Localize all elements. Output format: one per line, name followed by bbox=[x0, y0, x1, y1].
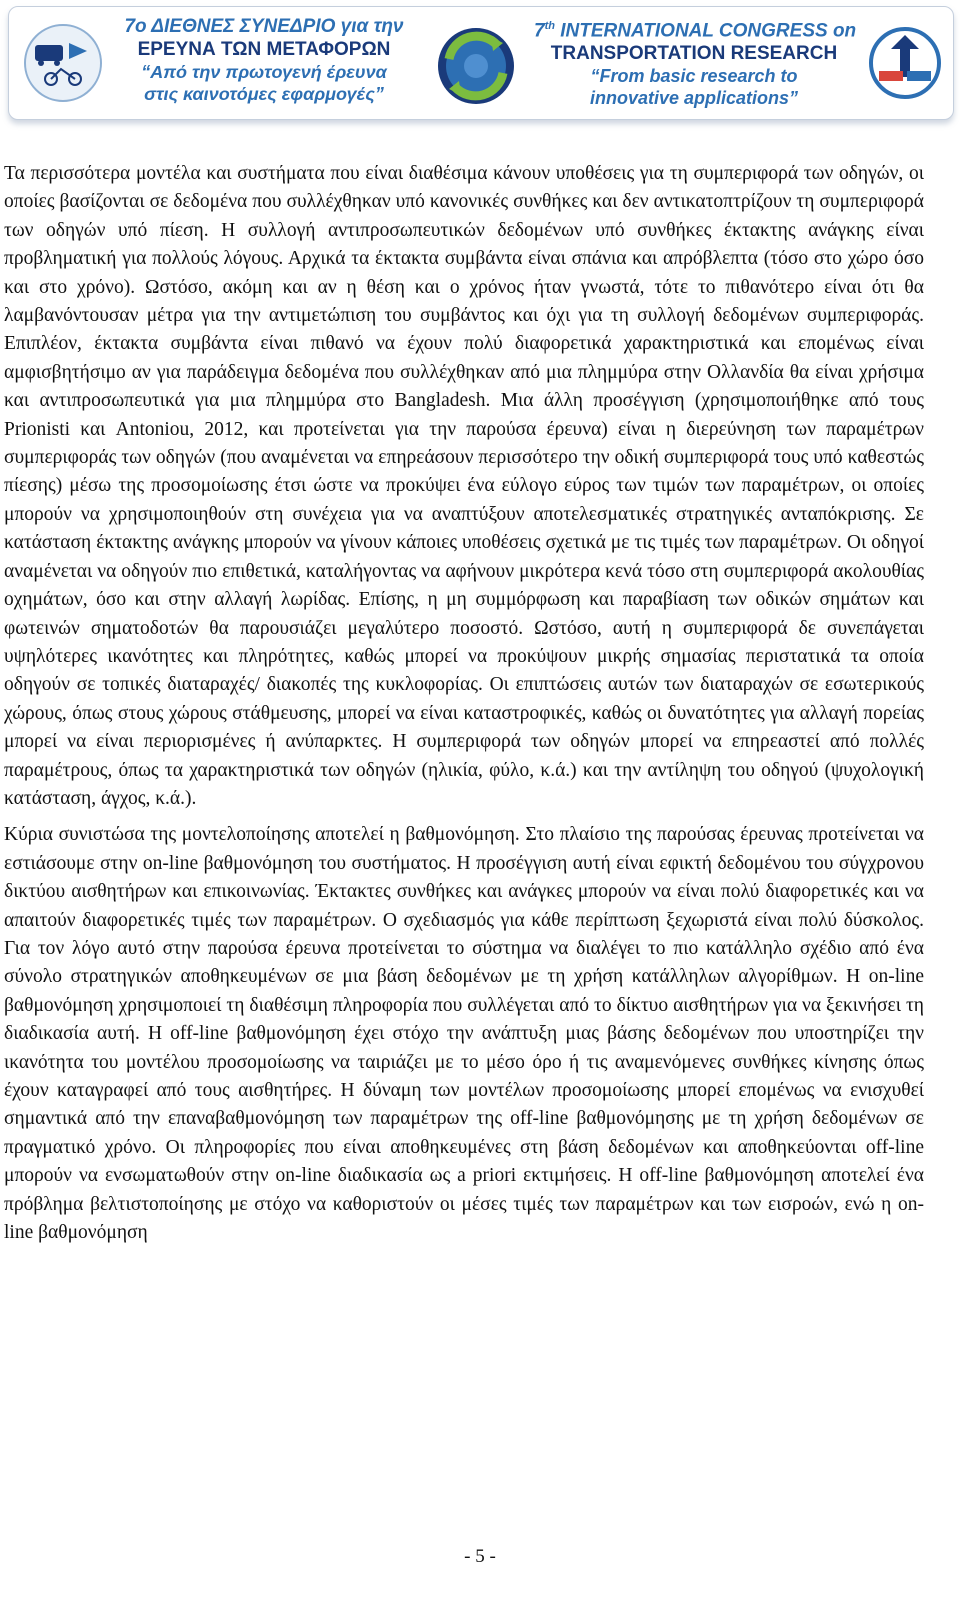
congress-globe-logo-icon bbox=[427, 23, 525, 109]
directional-arrows-logo-icon bbox=[865, 21, 945, 105]
banner-english-tagline-2: innovative applications” bbox=[589, 88, 799, 109]
page-number: - 5 - bbox=[464, 1546, 496, 1567]
banner-greek-text: 7ο ΔΙΕΘΝΕΣ ΣΥΝΕΔΡΙΟ για την ΕΡΕΥΝΑ ΤΩΝ ΜΕΤΑΦΟΡΩΝ “Από την πρωτογενή έρευνα στις καινοτόμες εφαρμογές” bbox=[114, 15, 414, 105]
article-body bbox=[4, 160, 924, 1255]
paragraph-2: Κύρια συνιστώσα της μοντελοποίησης αποτελεί η βαθμονόμηση. Στο πλαίσιο της παρούσας έρευνας προτείνεται να εστιάσουμε στην on-line βαθμονόμηση του συστήματος. Η προσέγγιση αυτή είναι εφικτή δεδομένου του σύγχρονου δικτύου αισθητήρων και επικοινωνίας. Έκτακτες συνθήκες και ανάγκες μπορούν να είναι πολύ διαφορετικές και να απαιτούν διαφορετικές τιμές των παραμέτρων. Ο σχεδιασμός για κάθε περίπτωση ξεχωριστά είναι πολύ δύσκολος. Για τον λόγο αυτό στην παρούσα έρευνα προτείνεται το σύστημα να διαλέγει το πιο κατάλληλο σχέδιο από ένα σύνολο στρατηγικών αποθηκευμένων σε μια βάση δεδομένων με τη χρήση κατάλληλων αλγορίθμων. Η on-line βαθμονόμηση χρησιμοποιεί τη διαθέσιμη πληροφορία που συλλέγεται από το δίκτυο αισθητήρων για να ξεκινήσει τη διαδικασία αυτή. Η off-line βαθμονόμηση έχει στόχο την ανάπτυξη μιας βάσης δεδομένων που υποστηρίζει την ικανότητα του μοντέλου προσομοίωσης να ταιριάζει με το μέσο όρο ή τις αναμενόμενες συνθήκες κίνησης όπως έχουν καταγραφεί από τους αισθητήρες. Η δύναμη των μοντέλων προσομοίωσης μπορεί επομένως να ενισχυθεί σημαντικά από την επαναβαθμονόμηση των παραμέτρων της off-line βαθμονόμησης με τη χρήση δεδομένων σε πραγματικό χρόνο. Οι πληροφορίες που είναι αποθηκευμένες στη βάση δεδομένων και αποθηκεύονται off-line μπορούν να ενσωματωθούν στην on-line διαδικασία ως a priori εκτιμήσεις. Η off-line βαθμονόμηση αποτελεί ένα πρόβλημα βελτιστοποίησης με στόχο να καθοριστούν οι μέσες τιμές των παραμέτρων και των εισροών, ενώ η on-line βαθμονόμηση bbox=[4, 824, 924, 1244]
paragraph-1: Τα περισσότερα μοντέλα και συστήματα που είναι διαθέσιμα κάνουν υποθέσεις για τη συμπεριφορά των οδηγών, οι οποίες βασίζονται σε δεδομένα που συλλέχθηκαν υπό κανονικές συνθήκες και δεν αντικατοπτρίζουν τη συμπεριφορά των οδηγών υπό πίεση. Η συλλογή αντιπροσωπευτικών δεδομένων υπό συνθήκες έκτακτης ανάγκης είναι προβληματική για πολλούς λόγους. Αρχικά τα έκτακτα συμβάντα είναι σπάνια και απρόβλεπτα (τόσο στο χώρο όσο και στο χρόνο). Ωστόσο, ακόμη και αν η θέση και ο χρόνος ήταν γνωστά, τότε το πιθανότερο είναι ότι θα λαμβανόντουσαν μέτρα για την αντιμετώπιση του συμβάντος και όχι για τη συλλογή δεδομένων συμπεριφοράς. Επιπλέον, έκτακτα συμβάντα είναι πιθανό να έχουν πολύ διαφορετικά χαρακτηριστικά και επομένως είναι αμφισβητήσιμο αν για παράδειγμα δεδομένα που συλλέχθηκαν από μια πλημμύρα στην Ολλανδία θα είναι χρήσιμα και αντιπροσωπευτικά για μια πλημμύρα στο Bangladesh. Μια άλλη προσέγγιση (χρησιμοποιήθηκε από τους Prionisti και Antoniou, 2012, και προτείνεται για την παρούσα έρευνα) είναι η διερεύνηση των παραμέτρων συμπεριφοράς των οδηγών (που αναμένεται να επηρεάσουν περισσότερο την οδική συμπεριφορά τους υπό καθεστώς πίεσης) μέσω της προσομοίωσης έτσι ώστε να προκύψει ένα εύλογο εύρος των τιμών των παραμέτρων, οι οποίες μπορούν να χρησιμοποιηθούν στη συνέχεια για να αναπτύξουν αποτελεσματικές στρατηγικές ανταπόκρισης. Σε κατάσταση έκτακτης ανάγκης μπορούν να γίνουν κάποιες υποθέσεις σχετικά με τις τιμές των παραμέτρων. Οι οδηγοί αναμένεται να οδηγούν πιο επιθετικά, καταλήγοντας να αφήνουν μικρότερα κενά τόσο στη συμπεριφορά ακολουθίας οχημάτων, όσο και στην αλλαγή λωρίδας. Επίσης, η μη συμμόρφωση και παραβίαση των οδικών σημάτων και φωτεινών σηματοδοτών θα παρουσιάζει μεγαλύτερο ποσοστό. Ωστόσο, αυτή η συμπεριφορά δε συνεπάγεται υψηλότερες ικανότητες και πληρότητες, καθώς μπορεί να προκύψουν μικρής σημασίας περιστατικά τα οποία οδηγούν σε τοπικές διαταραχές/ διακοπές της κυκλοφορίας. Οι επιπτώσεις αυτών των διαταραχών σε εσωτερικούς χώρους, όπως στους χώρους στάθμευσης, μπορεί να είναι καταστροφικές, καθώς οι δυνατότητες για αλλαγή πορείας μπορεί να είναι περιορισμένες ή ανύπαρκτες. Η συμπεριφορά των οδηγών μπορεί να επηρεαστεί από πολλές παραμέτρους, όπως τα χαρακτηριστικά των οδηγών (ηλικία, φύλο, κ.ά.) και την αντίληψη του οδηγού (ψυχολογική κατάσταση, άγχος, κ.ά.). bbox=[4, 163, 924, 809]
banner-greek-subtitle: ΕΡΕΥΝΑ ΤΩΝ ΜΕΤΑΦΟΡΩΝ bbox=[137, 39, 391, 60]
conference-banner bbox=[8, 6, 954, 120]
banner-english-tagline-1: “From basic research to bbox=[590, 66, 798, 87]
banner-english-text: 7th INTERNATIONAL CONGRESS on TRANSPORTATION RESEARCH “From basic research to innovative applications” bbox=[534, 20, 857, 109]
transport-modes-logo-icon bbox=[21, 21, 105, 105]
banner-english-subtitle: TRANSPORTATION RESEARCH bbox=[550, 43, 838, 65]
banner-greek-tagline-1: “Από την πρωτογενή έρευνα bbox=[141, 62, 387, 82]
banner-greek-tagline-2: στις καινοτόμες εφαρμογές” bbox=[144, 84, 384, 104]
